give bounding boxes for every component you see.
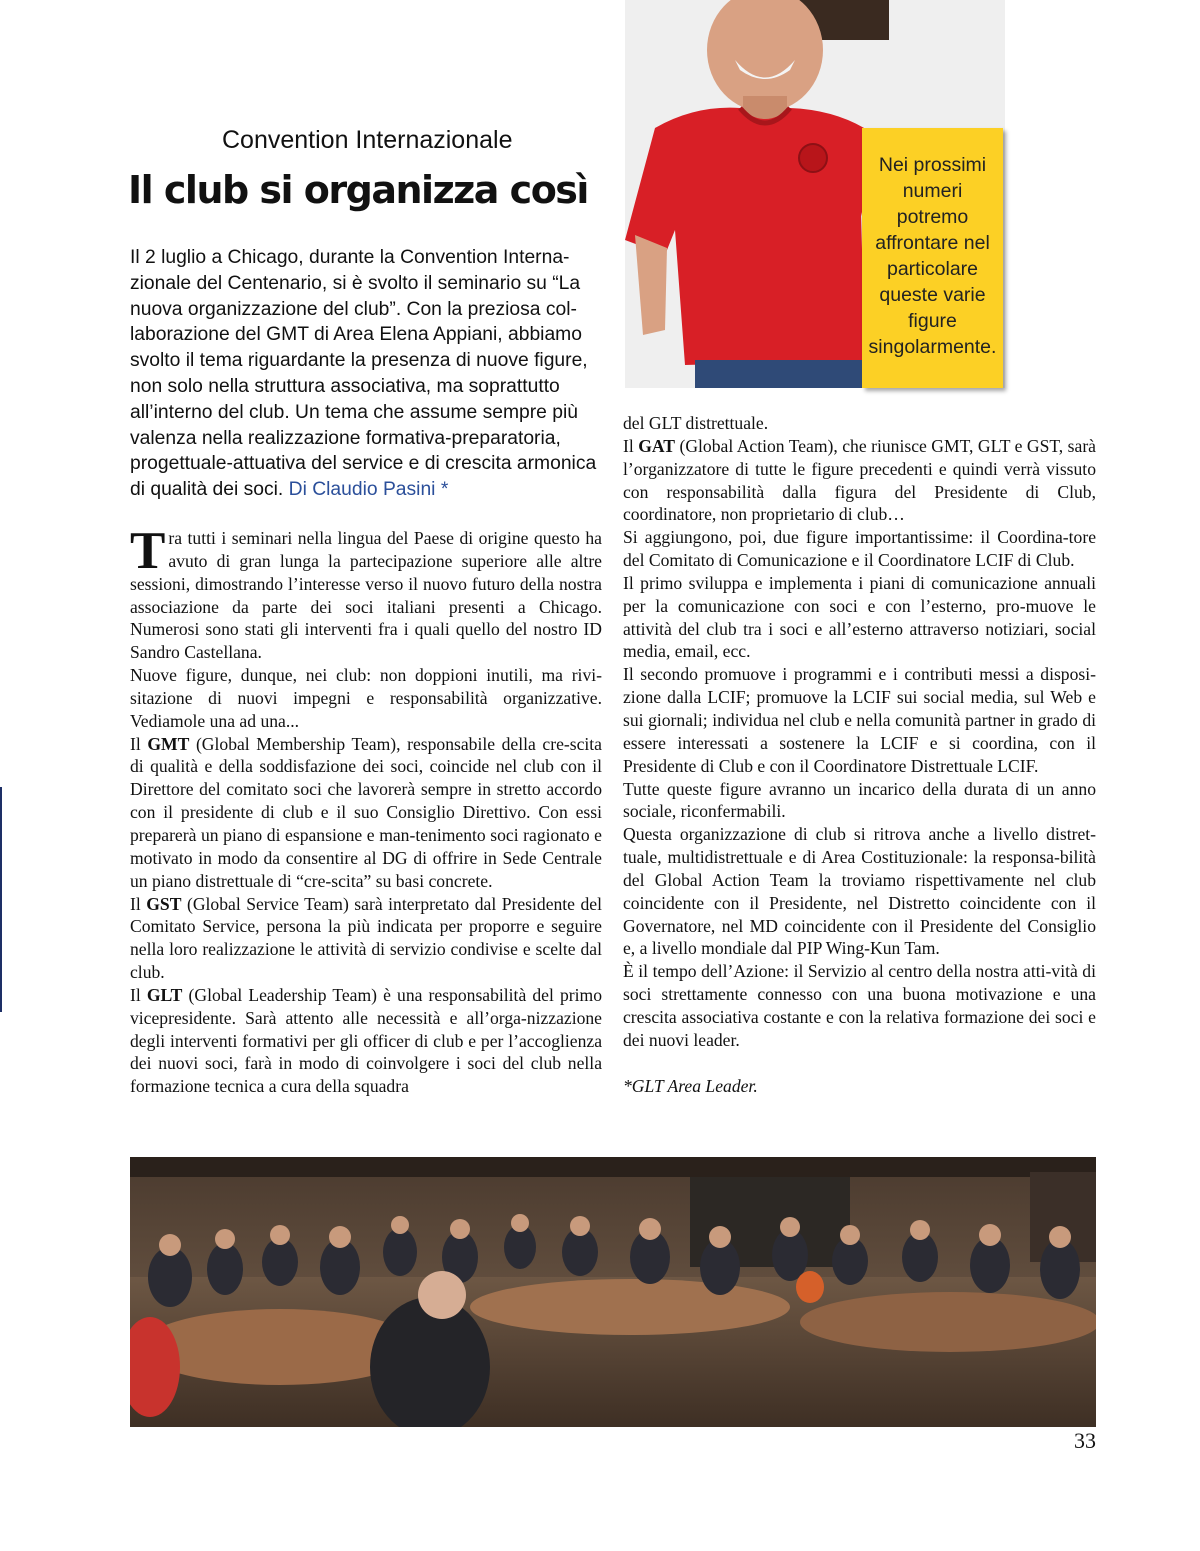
term-gat: GAT xyxy=(638,435,676,456)
paragraph-coordinatori: Si aggiungono, poi, due figure importantissime: il Coordina-tore del Comitato di Comunicazione e il Coordinatore LCIF di Club. xyxy=(623,527,1096,571)
paragraph-livelli: Questa organizzazione di club si ritrova anche a livello distret-tuale, multidistrettuale e di Area Costituzionale: la responsa-bilità del Global Action Team la troviamo rispettivamente nel club coincidente con il Presidente, nel Distretto coincidente con il Governatore, nel MD coincidente con il Presidente del Consiglio e, a livello mondiale dal PIP Wing-Kun Tam. xyxy=(623,824,1096,959)
gmt-prefix: Il xyxy=(130,733,148,754)
paragraph-glt xyxy=(130,984,602,1098)
callout-box xyxy=(862,128,1003,388)
article-headline: Il club si organizza così xyxy=(128,168,588,212)
paragraph-intro-text: ra tutti i seminari nella lingua del Paese di origine questo ha avuto di gran lunga la partecipazione superiore alle altre sessioni, dimostrando l’interesse verso il nuovo futuro della nostra associazione da parte dei soci italiani presenti a Chicago. Numerosi sono stati gli interventi fra i quali quello del nostro ID Sandro Castellana. xyxy=(130,528,602,663)
margin-rule xyxy=(0,787,2,1012)
article-kicker: Convention Internazionale xyxy=(222,126,513,154)
lead-text: Il 2 luglio a Chicago, durante la Convention Interna-zionale del Centenario, si è svolto il seminario su “La nuova organizzazione del club”. Con la preziosa col-laborazione del GMT di Area Elena Appiani, abbiamo svolto il tema riguardante la presenza di nuove figure, non solo nella struttura associativa, ma soprattutto all’interno del club. Un tema che assume sempre più valenza nella realizzazione formativa-preparatoria, progettuale-attuativa del service e di crescita armonica di qualità dei soci. xyxy=(130,247,597,501)
paragraph-intro xyxy=(130,522,602,664)
gat-prefix: Il xyxy=(623,435,639,456)
article-lead xyxy=(130,245,602,503)
gst-text: (Global Service Team) sarà interpretato dal Presidente del Comitato Service, persona la più indicata per proporre e seguire nella loro realizzazione le attività di servizio condivise e scelte dal club. xyxy=(130,893,602,983)
paragraph-durata: Tutte queste figure avranno un incarico della durata di un anno sociale, riconfermabili. xyxy=(623,778,1096,822)
author-byline: Di Claudio Pasini * xyxy=(288,479,449,501)
term-gmt: GMT xyxy=(147,733,190,754)
glt-text: (Global Leadership Team) è una responsabilità del primo vicepresidente. Sarà attento alle necessità e all’orga-nizzazione degli interventi formativi per gli officer di club e per l’accoglienza dei nuovi soci, farà in modo di coinvolgere i soci del club nella formazione tecnica a cura della squadra xyxy=(130,984,602,1097)
paragraph-azione: È il tempo dell’Azione: il Servizio al centro della nostra atti-vità di soci strettamente connesso con una buona motivazione e una crescita associativa costante e con la relativa formazione dei soci e dei nuovi leader. xyxy=(623,961,1096,1050)
paragraph-gst xyxy=(130,893,602,984)
paragraph-nuove-figure: Nuove figure, dunque, nei club: non doppioni inutili, ma rivi-sitazione di nuovi impegni e responsabilità organizzative. Vediamole una ad una... xyxy=(130,665,602,731)
glt-prefix: Il xyxy=(130,984,147,1005)
drop-cap: T xyxy=(130,522,166,580)
paragraph-comunicazione: Il primo sviluppa e implementa i piani di comunicazione annuali per la comunicazione con soci e con l’esterno, pro-muove le attività del club tra i soci e all’esterno attraverso notiziari, social media, email, ecc. xyxy=(623,572,1096,662)
gst-prefix: Il xyxy=(130,893,147,914)
paragraph-glt-continued: del GLT distrettuale. xyxy=(623,413,769,433)
paragraph-gmt xyxy=(130,733,602,893)
term-gst: GST xyxy=(146,893,182,914)
paragraph-gat xyxy=(623,435,1096,526)
right-column xyxy=(623,412,1096,1097)
photo-seminar-room xyxy=(130,1157,1096,1427)
gat-text: (Global Action Team), che riunisce GMT, GLT e GST, sarà l’organizzatore di tutte le figure precedenti e quindi verrà vissuto con responsabilità dalla figura del Presidente di Club, coordinatore, non proprietario di club… xyxy=(623,435,1096,525)
page-number: 33 xyxy=(1074,1428,1096,1453)
gmt-text: (Global Membership Team), responsabile della cre-scita di qualità e della soddisfazione dei soci, coincide nel club con il Direttore del comitato soci che lavorerà sempre in stretto accordo con il presidente di club e il suo Consiglio Direttivo. Con essi preparerà un piano di espansione e man-tenimento soci ragionato e motivato in modo da consentire al DG di offrire in Sede Centrale un piano distrettuale di “cre-scita” su basi concrete. xyxy=(130,733,602,891)
paragraph-lcif: Il secondo promuove i programmi e i contributi messi a disposi-zione dalla LCIF; promuove la LCIF sui social media, sul Web e sui giornali; individua nel club e nella comunità partner in grado di essere interessati a sostenere la LCIF e si coordina, con il Presidente di Club e con il Coordinatore Distrettuale LCIF. xyxy=(623,664,1096,776)
left-column xyxy=(130,522,602,1098)
callout-text: Nei prossimi numeri potremo affrontare nel particolare queste varie figure singolarmente. xyxy=(868,154,997,358)
term-glt: GLT xyxy=(146,984,183,1005)
author-note: *GLT Area Leader. xyxy=(623,1075,758,1096)
